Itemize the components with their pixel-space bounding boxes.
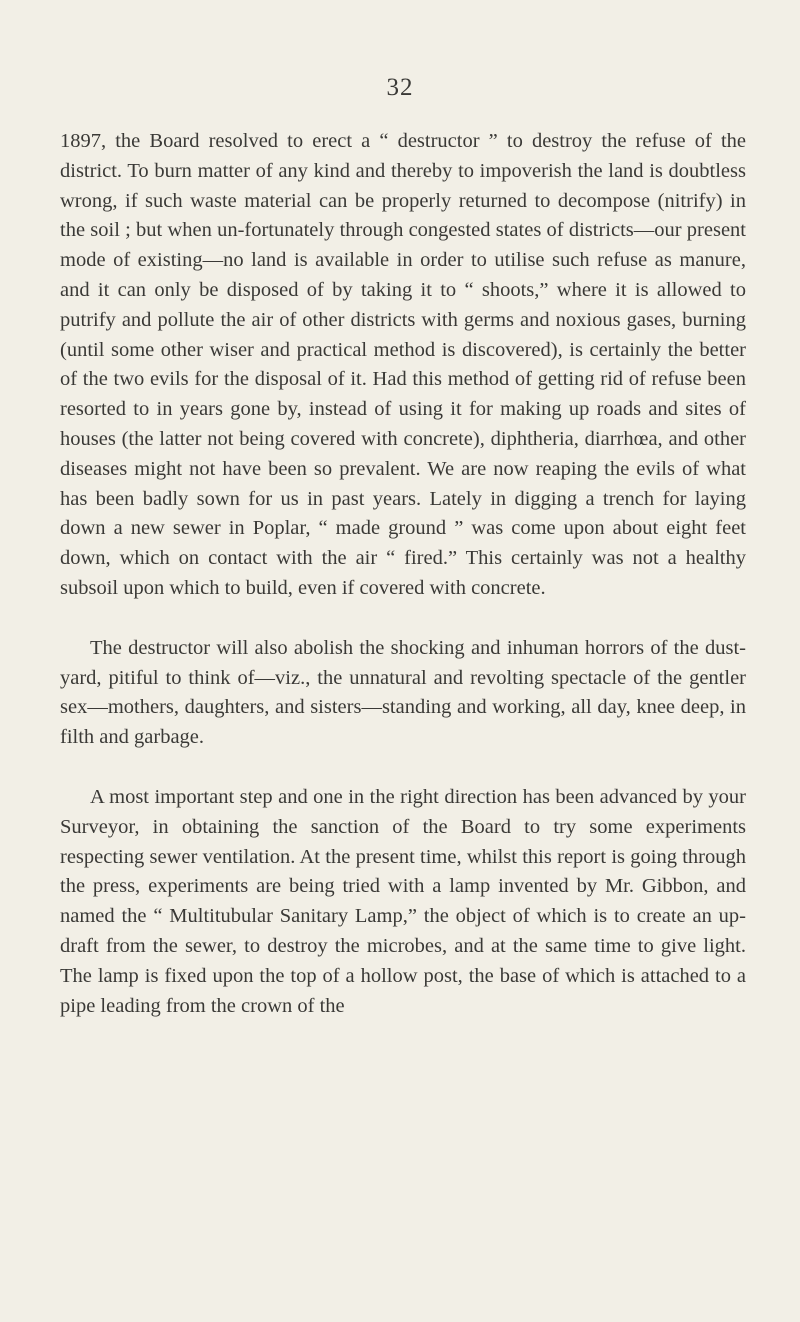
page-number: 32 [386,74,414,101]
paragraph-destructor-refuse: 1897, the Board resolved to erect a “ destructor ” to destroy the refuse of the district. To burn matter of any kind and thereby to impoverish the land is doubtless wrong, if such waste material can be properly returned to decompose (nitrify) in the soil ; but when un-fortunately through congested states of districts—our present mode of existing—no land is available in order to utilise such refuse as manure, and it can only be disposed of by taking it to “ shoots,” where it is allowed to putrify and pollute the air of other districts with germs and noxious gases, burning (until some other wiser and practical method is discovered), is certainly the better of the two evils for the disposal of it. Had this method of getting rid of refuse been resorted to in years gone by, instead of using it for making up roads and sites of houses (the latter not being covered with concrete), diphtheria, diarrhœa, and other diseases might not have been so prevalent. We are now reaping the evils of what has been badly sown for us in past years. Lately in digging a trench for laying down a new sewer in Poplar, “ made ground ” was come upon about eight feet down, which on contact with the air “ fired.” This certainly was not a healthy subsoil upon which to build, even if covered with concrete. [60,130,746,599]
body-text [60,127,746,1021]
paragraph-sewer-ventilation: A most important step and one in the right direction has been advanced by your Surveyor, in obtaining the sanction of the Board to try some experiments respecting sewer ventilation. At the present time, whilst this report is going through the press, experiments are being tried with a lamp invented by Mr. Gibbon, and named the “ Multitubular Sanitary Lamp,” the object of which is to create an up-draft from the sewer, to destroy the microbes, and at the same time to give light. The lamp is fixed upon the top of a hollow post, the base of which is attached to a pipe leading from the crown of the [60,785,746,1017]
paragraph-dust-yard: The destructor will also abolish the shocking and inhuman horrors of the dust-yard, pitiful to think of—viz., the unnatural and revolting spectacle of the gentler sex—mothers, daughters, and sisters—standing and working, all day, knee deep, in filth and garbage. [60,636,746,749]
